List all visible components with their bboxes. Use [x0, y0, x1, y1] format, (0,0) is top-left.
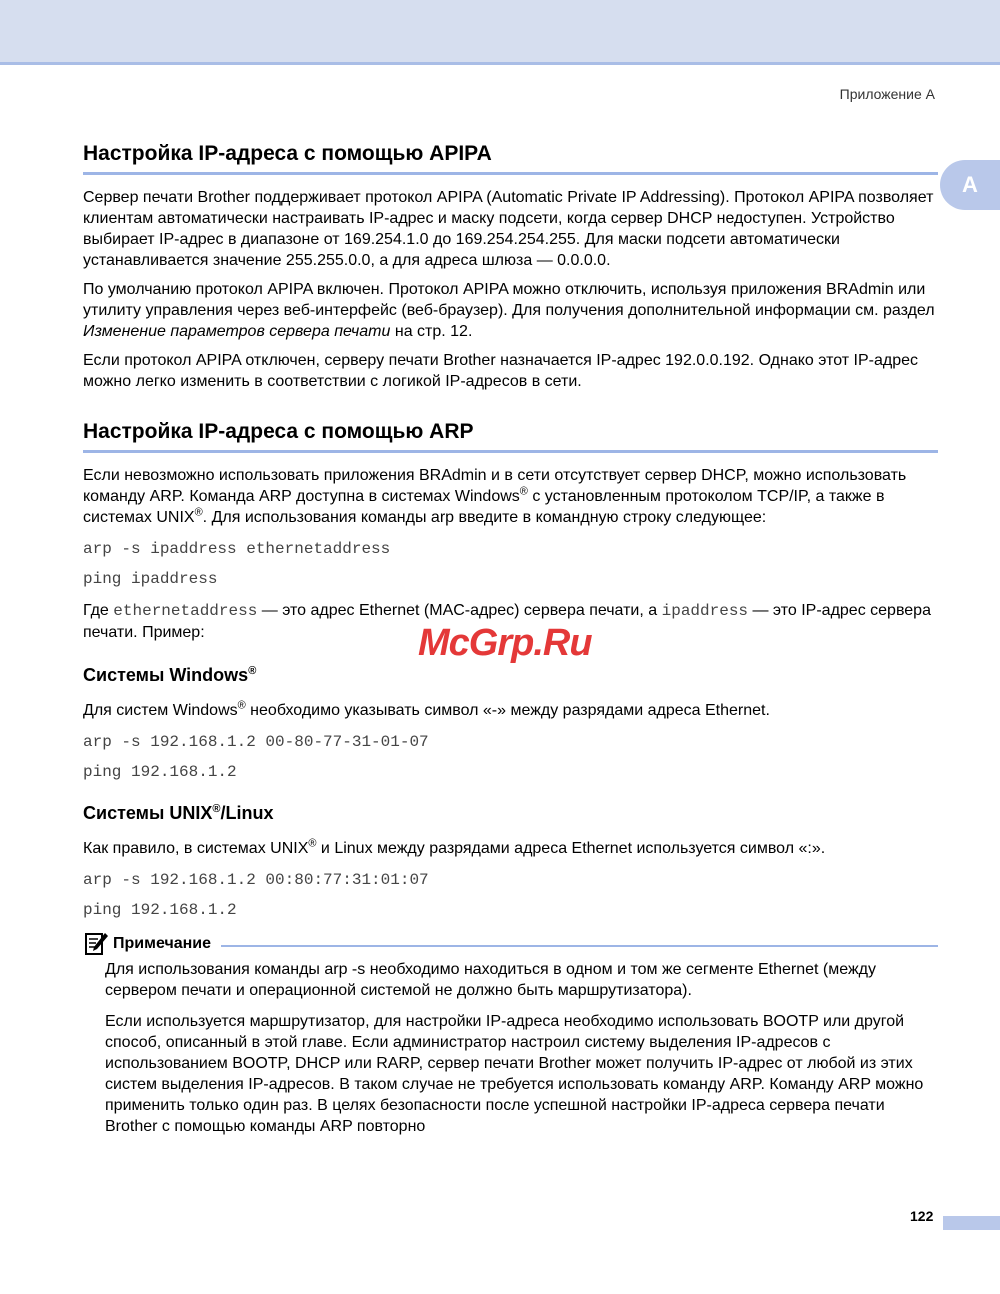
windows-title-text: Системы Windows [83, 665, 249, 685]
arp-p1-a: Если невозможно использовать приложения BRAdmin и в сети отсутствует сервер DHCP, можно использовать команду ARP. Команда ARP доступна в системах Windows [83, 467, 907, 505]
header-band [0, 0, 1000, 62]
chapter-tab: A [940, 160, 1000, 210]
unix-p-a: Как правило, в системах UNIX [83, 840, 309, 857]
reg-mark: ® [308, 837, 317, 850]
section-title-apipa: Настройка IP-адреса с помощью APIPA [83, 142, 938, 175]
code-arp-unix: arp -s 192.168.1.2 00:80:77:31:01:07 [83, 871, 429, 889]
page-number: 122 [910, 1208, 934, 1224]
note-title: Примечание [113, 935, 212, 952]
note-header [83, 931, 938, 957]
windows-paragraph [83, 700, 938, 721]
running-header: Приложение A [839, 86, 935, 102]
inline-code-ipaddress: ipaddress [661, 602, 749, 620]
subsection-title-unix [83, 803, 938, 824]
windows-p-b: необходимо указывать символ «-» между разрядами адреса Ethernet. [245, 702, 770, 719]
arp-p1-c: . Для использования команды arp введите в командную строку следующее: [202, 509, 767, 526]
arp-p2-c: — это IP-адрес сервера печати. Пример: [83, 602, 931, 641]
windows-p-a: Для систем Windows [83, 702, 238, 719]
unix-p-b: и Linux между разрядами адреса Ethernet используется символ «:». [316, 840, 826, 857]
watermark: McGrp.Ru [418, 622, 592, 664]
unix-paragraph [83, 838, 938, 859]
reg-mark: ® [194, 506, 203, 519]
apipa-paragraph-1: Сервер печати Brother поддерживает протокол APIPA (Automatic Private IP Addressing). Протокол APIPA позволяет клиентам автоматически настраивать IP-адрес и маску подсети, когда сервер DHCP недоступен. Устройство выбирает IP-адрес в диапазоне от 169.254.1.0 до 169.254.254.255. Для маски подсети автоматически устанавливается значение 255.255.0.0, а для адреса шлюза — 0.0.0.0. [83, 189, 934, 269]
code-arp-windows: arp -s 192.168.1.2 00-80-77-31-01-07 [83, 733, 429, 751]
subsection-title-windows [83, 665, 938, 686]
note-pencil-icon [83, 931, 109, 957]
note-paragraph-2: Если используется маршрутизатор, для настройки IP-адреса необходимо использовать BOOTP или другой способ, описанный в этой главе. Если администратор настроил систему выделения IP-адресов с использованием BOOTP, DHCP или RARP, сервер печати Brother может получить IP-адрес от любой из этих систем выделения IP-адресов. В таком случае не требуется использовать команду ARP. Команду ARP можно применить только один раз. В целях безопасности после успешной настройки IP-адреса сервера печати Brother с помощью команды ARP повторно [105, 1013, 924, 1135]
arp-p1-b: с установленным протоколом TCP/IP, а также в системах UNIX [83, 488, 885, 526]
apipa-p2-text: По умолчанию протокол APIPA включен. Протокол APIPA можно отключить, используя приложения BRAdmin или утилиту управления через веб-интерфейс (веб-браузер). Для получения дополнительной информации см. раздел [83, 281, 935, 319]
code-ping-unix: ping 192.168.1.2 [83, 901, 237, 919]
reg-mark: ® [212, 803, 221, 815]
inline-code-ethernetaddress: ethernetaddress [113, 602, 258, 620]
apipa-paragraph-2 [83, 279, 938, 342]
reg-mark: ® [248, 665, 257, 677]
reg-mark: ® [519, 485, 528, 498]
arp-p2-b: — это адрес Ethernet (MAC-адрес) сервера печати, а [257, 602, 662, 619]
code-ping-generic: ping ipaddress [83, 570, 218, 588]
reg-mark: ® [237, 699, 246, 712]
section-title-arp: Настройка IP-адреса с помощью ARP [83, 420, 938, 453]
apipa-p2-end: на стр. 12. [390, 323, 473, 340]
note-body [105, 959, 938, 1137]
code-ping-windows: ping 192.168.1.2 [83, 763, 237, 781]
arp-paragraph-1 [83, 465, 938, 528]
apipa-paragraph-3: Если протокол APIPA отключен, серверу печати Brother назначается IP-адрес 192.0.0.192. Однако этот IP-адрес можно легко изменить в соответствии с логикой IP-адресов в сети. [83, 352, 919, 390]
header-rule [0, 62, 1000, 65]
unix-title-a: Системы UNIX [83, 803, 213, 823]
unix-title-b: /Linux [220, 803, 274, 823]
note-paragraph-1: Для использования команды arp -s необходимо находиться в одном и том же сегменте Ethernet (между сервером печати и операционной системой не должно быть маршрутизатора). [105, 961, 876, 999]
page-number-bar [943, 1216, 1000, 1230]
code-arp-generic: arp -s ipaddress ethernetaddress [83, 540, 391, 558]
arp-p2-a: Где [83, 602, 114, 619]
note-rule [221, 945, 938, 947]
apipa-p2-link[interactable]: Изменение параметров сервера печати [83, 323, 391, 340]
